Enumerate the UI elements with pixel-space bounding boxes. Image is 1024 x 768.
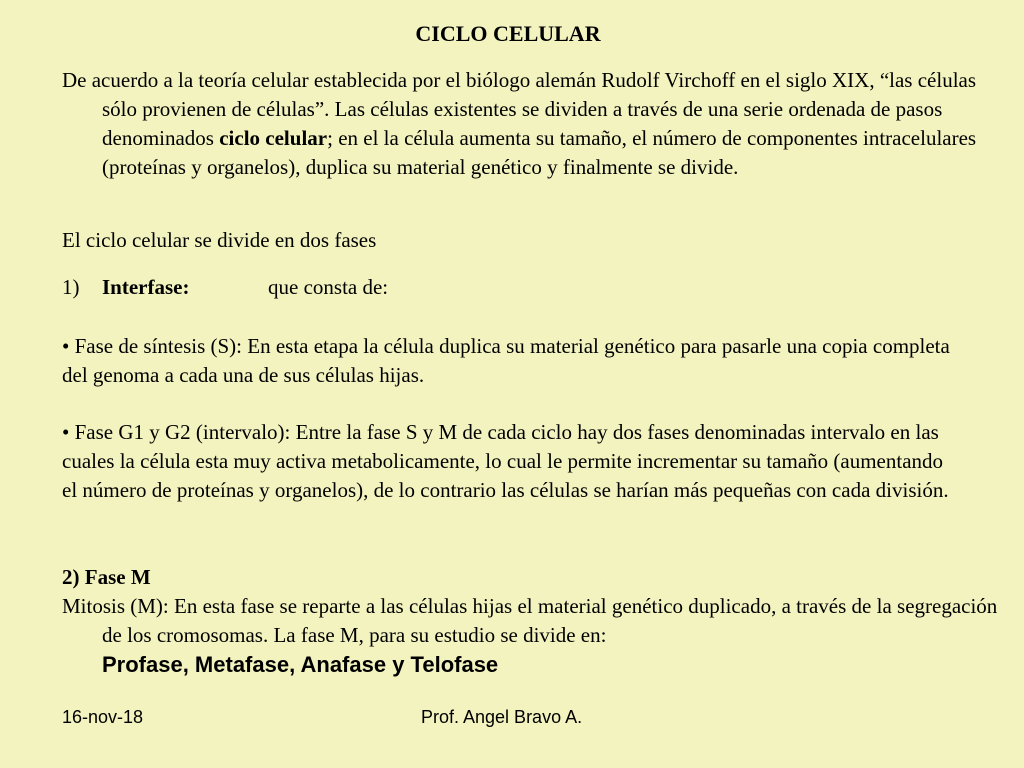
interfase-text: que consta de: bbox=[268, 275, 389, 299]
interfase-label: Interfase: bbox=[102, 275, 190, 299]
interfase-heading bbox=[62, 273, 962, 302]
footer-date: 16-nov-18 bbox=[62, 707, 144, 727]
intro-text-2: ; en el la célula aumenta su tamaño, el número de componentes intracelulares (proteínas y organelos), duplica su material genético y finalmente se divide. bbox=[102, 126, 977, 179]
fase-m-phase-list: Profase, Metafase, Anafase y Telofase bbox=[102, 652, 499, 677]
phases-intro: El ciclo celular se divide en dos fases bbox=[62, 228, 377, 252]
g1g2-paragraph: • Fase G1 y G2 (intervalo): Entre la fase S y M de cada ciclo hay dos fases denominadas intervalo en las cuales la célula esta muy activa metabolicamente, lo cual le permite incrementar su tamaño (aumentando el número de proteínas y organelos), de lo contrario las células se harían más pequeñas con cada división. bbox=[62, 420, 949, 502]
fase-m-paragraph bbox=[62, 592, 1002, 680]
intro-paragraph bbox=[62, 66, 1002, 182]
intro-bold-term: ciclo celular bbox=[219, 126, 328, 150]
footer-author: Prof. Angel Bravo A. bbox=[421, 707, 583, 727]
fase-m-text: Mitosis (M): En esta fase se reparte a las células hijas el material genético duplicado, a través de la segregación de los cromosomas. La fase M, para su estudio se divide en: bbox=[62, 594, 998, 647]
intro-text-1: De acuerdo a la teoría celular establecida por el biólogo alemán Rudolf Virchoff en el siglo XIX, “las células sólo provienen de células”. Las células existentes se dividen a través de una serie ordenada de pasos denominados bbox=[62, 68, 977, 150]
fase-m-heading: 2) Fase M bbox=[62, 565, 151, 589]
interfase-number: 1) bbox=[62, 275, 80, 299]
sintesis-paragraph: • Fase de síntesis (S): En esta etapa la célula duplica su material genético para pasarle una copia completa del genoma a cada una de sus células hijas. bbox=[62, 334, 950, 387]
slide-title: CICLO CELULAR bbox=[415, 21, 601, 46]
